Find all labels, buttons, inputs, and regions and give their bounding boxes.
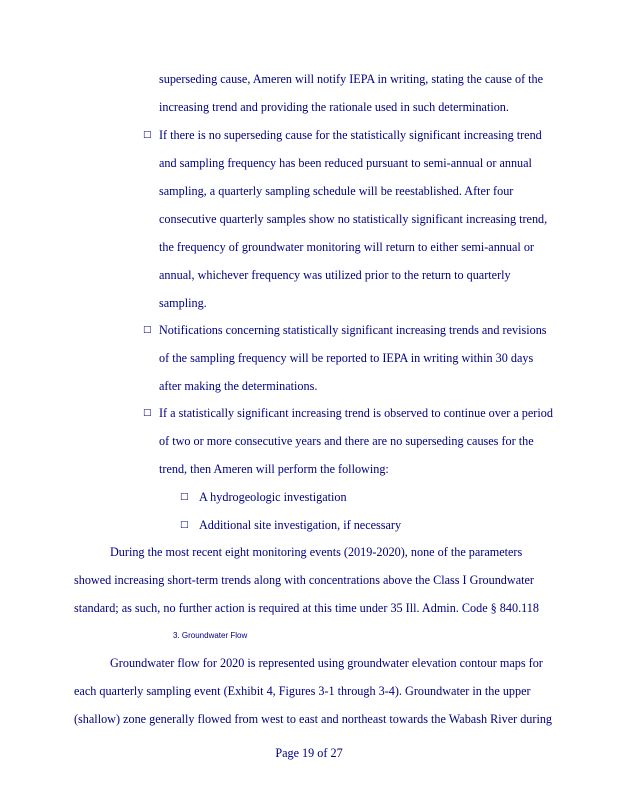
bullet-1-line-1: superseding cause, Ameren will notify IEPA in writing, stating the cause of the (159, 72, 544, 86)
bullet-4-line-2: of two or more consecutive years and there are no superseding causes for the (159, 434, 534, 448)
bullet-2-line-4: consecutive quarterly samples show no statistically significant increasing trend, (159, 212, 548, 226)
bullet-3-line-3: after making the determinations. (159, 379, 318, 393)
bullet-2-line-2: and sampling frequency has been reduced pursuant to semi-annual or annual (159, 156, 532, 170)
page-number: Page 19 of 27 (275, 746, 343, 760)
bullet-2-line-7: sampling. (159, 296, 207, 310)
bullet-4-line-1: If a statistically significant increasing trend is observed to continue over a period (159, 406, 553, 420)
bullet-2-line-3: sampling, a quarterly sampling schedule will be reestablished. After four (159, 184, 514, 198)
sub-bullet-marker-icon: □ (180, 492, 189, 502)
bullet-marker-icon: □ (143, 130, 152, 140)
bullet-marker-icon: □ (143, 325, 152, 335)
bullet-4-line-3: trend, then Ameren will perform the following: (159, 462, 389, 476)
bullet-3-line-2: of the sampling frequency will be reported to IEPA in writing within 30 days (159, 351, 534, 365)
paragraph-1-line-3: standard; as such, no further action is required at this time under 35 Ill. Admin. Code § 840.118 (74, 601, 539, 615)
sub-bullet-2: Additional site investigation, if necessary (199, 518, 402, 532)
bullet-2-line-1: If there is no superseding cause for the statistically significant increasing trend (159, 128, 542, 142)
paragraph-2-line-1: Groundwater flow for 2020 is represented using groundwater elevation contour maps for (110, 656, 543, 670)
sub-bullet-1: A hydrogeologic investigation (199, 490, 347, 504)
bullet-2-line-5: the frequency of groundwater monitoring will return to either semi-annual or (159, 240, 534, 254)
bullet-1-line-2: increasing trend and providing the rationale used in such determination. (159, 100, 509, 114)
bullet-marker-icon: □ (143, 408, 152, 418)
paragraph-1-line-1: During the most recent eight monitoring events (2019-2020), none of the parameters (110, 545, 523, 559)
section-heading: 3. Groundwater Flow (173, 631, 248, 640)
paragraph-1-line-2: showed increasing short-term trends along with concentrations above the Class I Groundwater (74, 573, 534, 587)
bullet-2-line-6: annual, whichever frequency was utilized prior to the return to quarterly (159, 268, 511, 282)
paragraph-2-line-2: each quarterly sampling event (Exhibit 4, Figures 3-1 through 3-4). Groundwater in the upper (74, 684, 531, 698)
bullet-3-line-1: Notifications concerning statistically significant increasing trends and revisions (159, 323, 547, 337)
sub-bullet-marker-icon: □ (180, 520, 189, 530)
paragraph-2-line-3: (shallow) zone generally flowed from west to east and northeast towards the Wabash River during (74, 712, 553, 726)
